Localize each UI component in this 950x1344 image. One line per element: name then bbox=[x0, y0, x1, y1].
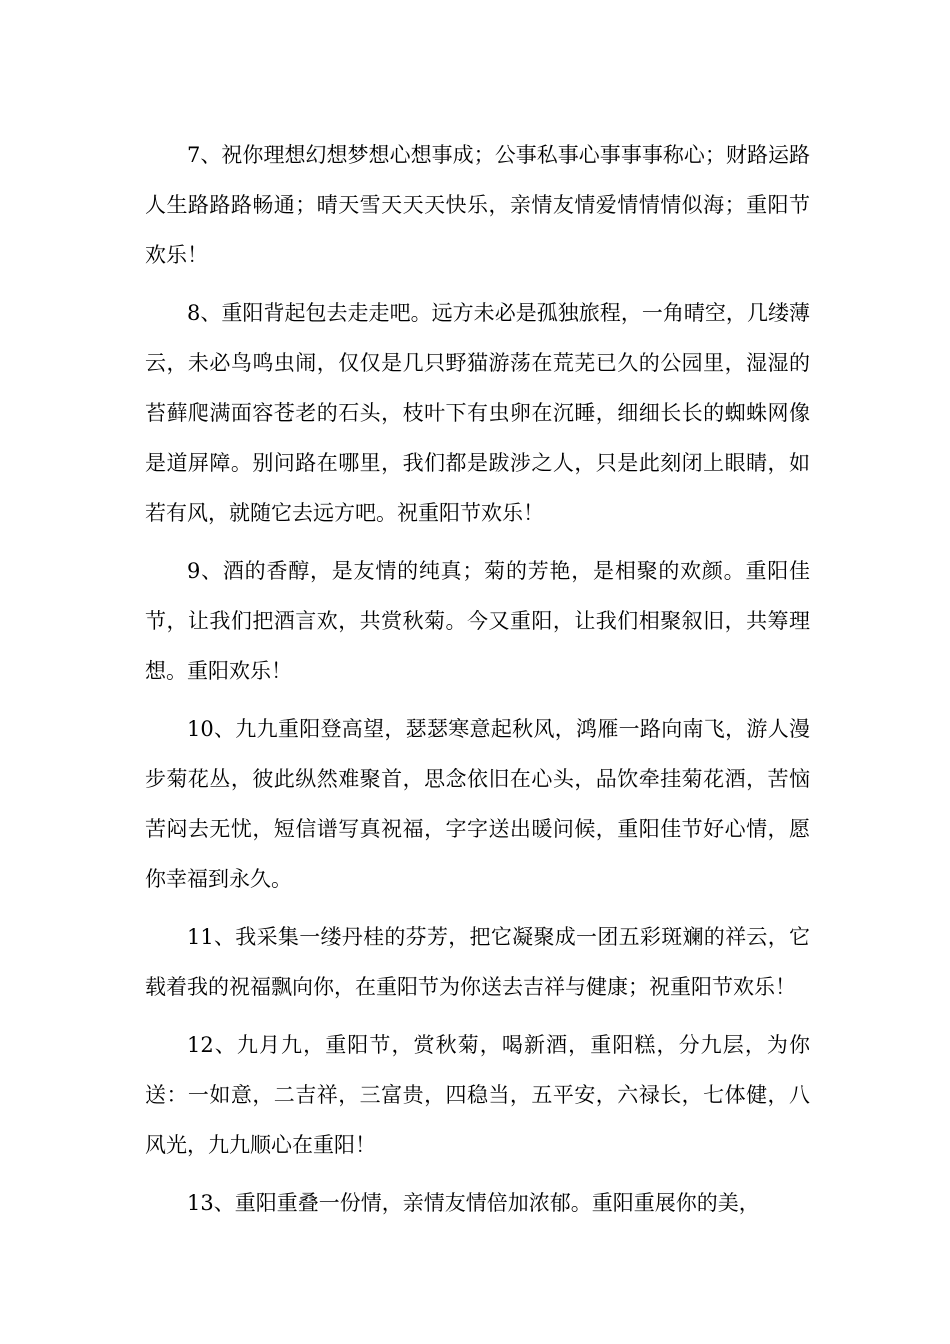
paragraph-13: 13、重阳重叠一份情，亲情友情倍加浓郁。重阳重展你的美， bbox=[187, 1191, 760, 1215]
paragraph-10: 10、九九重阳登高望，瑟瑟寒意起秋风，鸿雁一路向南飞，游人漫步菊花丛，彼此纵然难聚首，思念依旧在心头，品饮牵挂菊花酒，苦恼苦闷去无忧，短信谱写真祝福，字字送出暖问候，重阳佳节好心情，愿你幸福到永久。 bbox=[145, 717, 810, 891]
paragraph-11: 11、我采集一缕丹桂的芬芳，把它凝聚成一团五彩斑斓的祥云，它载着我的祝福飘向你，在重阳节为你送去吉祥与健康；祝重阳节欢乐！ bbox=[145, 925, 810, 999]
paragraph-8: 8、重阳背起包去走走吧。远方未必是孤独旅程，一角晴空，几缕薄云，未必鸟鸣虫闹，仅仅是几只野猫游荡在荒芜已久的公园里，湿湿的苔藓爬满面容苍老的石头，枝叶下有虫卵在沉睡，细细长长的蜘蛛网像是道屏障。别问路在哪里，我们都是跋涉之人，只是此刻闭上眼睛，如若有风，就随它去远方吧。祝重阳节欢乐！ bbox=[145, 301, 810, 525]
paragraph-7: 7、祝你理想幻想梦想心想事成；公事私事心事事事称心；财路运路人生路路路畅通；晴天雪天天天快乐，亲情友情爱情情情似海；重阳节欢乐！ bbox=[145, 143, 810, 267]
paragraph-12: 12、九月九，重阳节，赏秋菊，喝新酒，重阳糕，分九层，为你送：一如意，二吉祥，三富贵，四稳当，五平安，六禄长，七体健，八风光，九九顺心在重阳！ bbox=[145, 1033, 810, 1157]
paragraph-9: 9、酒的香醇，是友情的纯真；菊的芳艳，是相聚的欢颜。重阳佳节，让我们把酒言欢，共赏秋菊。今又重阳，让我们相聚叙旧，共筹理想。重阳欢乐！ bbox=[145, 559, 810, 683]
document-body bbox=[145, 130, 810, 1236]
